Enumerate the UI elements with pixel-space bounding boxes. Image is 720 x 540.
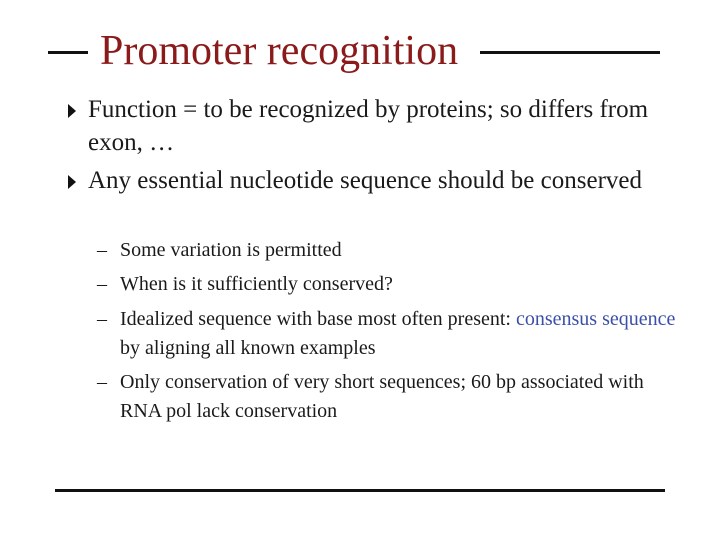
- bullet-text: Any essential nucleotide sequence should be conserved: [88, 167, 642, 194]
- sub-bullet-dash: –: [97, 273, 107, 295]
- right-triangle-icon: [66, 103, 78, 119]
- sub-bullet-dash: –: [97, 371, 107, 393]
- sub-bullet-dash: –: [97, 239, 107, 261]
- slide-title: Promoter recognition: [100, 28, 459, 74]
- title-row: [0, 22, 720, 82]
- sub-bullet-text: Only conservation of very short sequences; 60 bp associated with RNA pol lack conservation: [120, 371, 644, 422]
- bottom-rule: [55, 489, 665, 492]
- title-rule-left: [48, 51, 88, 54]
- sub-bullet-text: [120, 305, 680, 363]
- consensus-sequence-highlight: consensus sequence: [515, 308, 676, 330]
- sub-bullet-dash: –: [97, 308, 107, 330]
- sub-bullet-text-after: by aligning all known examples: [120, 337, 376, 359]
- sub-bullet-text: When is it sufficiently conserved?: [120, 273, 393, 295]
- bullet-text: Function = to be recognized by proteins; so differs from exon, …: [88, 96, 649, 156]
- right-triangle-icon: [66, 174, 78, 190]
- sub-bullet-text: Some variation is permitted: [120, 239, 342, 261]
- sub-bullet-text-before: Idealized sequence with base most often present:: [120, 308, 516, 330]
- title-rule-right: [480, 51, 660, 54]
